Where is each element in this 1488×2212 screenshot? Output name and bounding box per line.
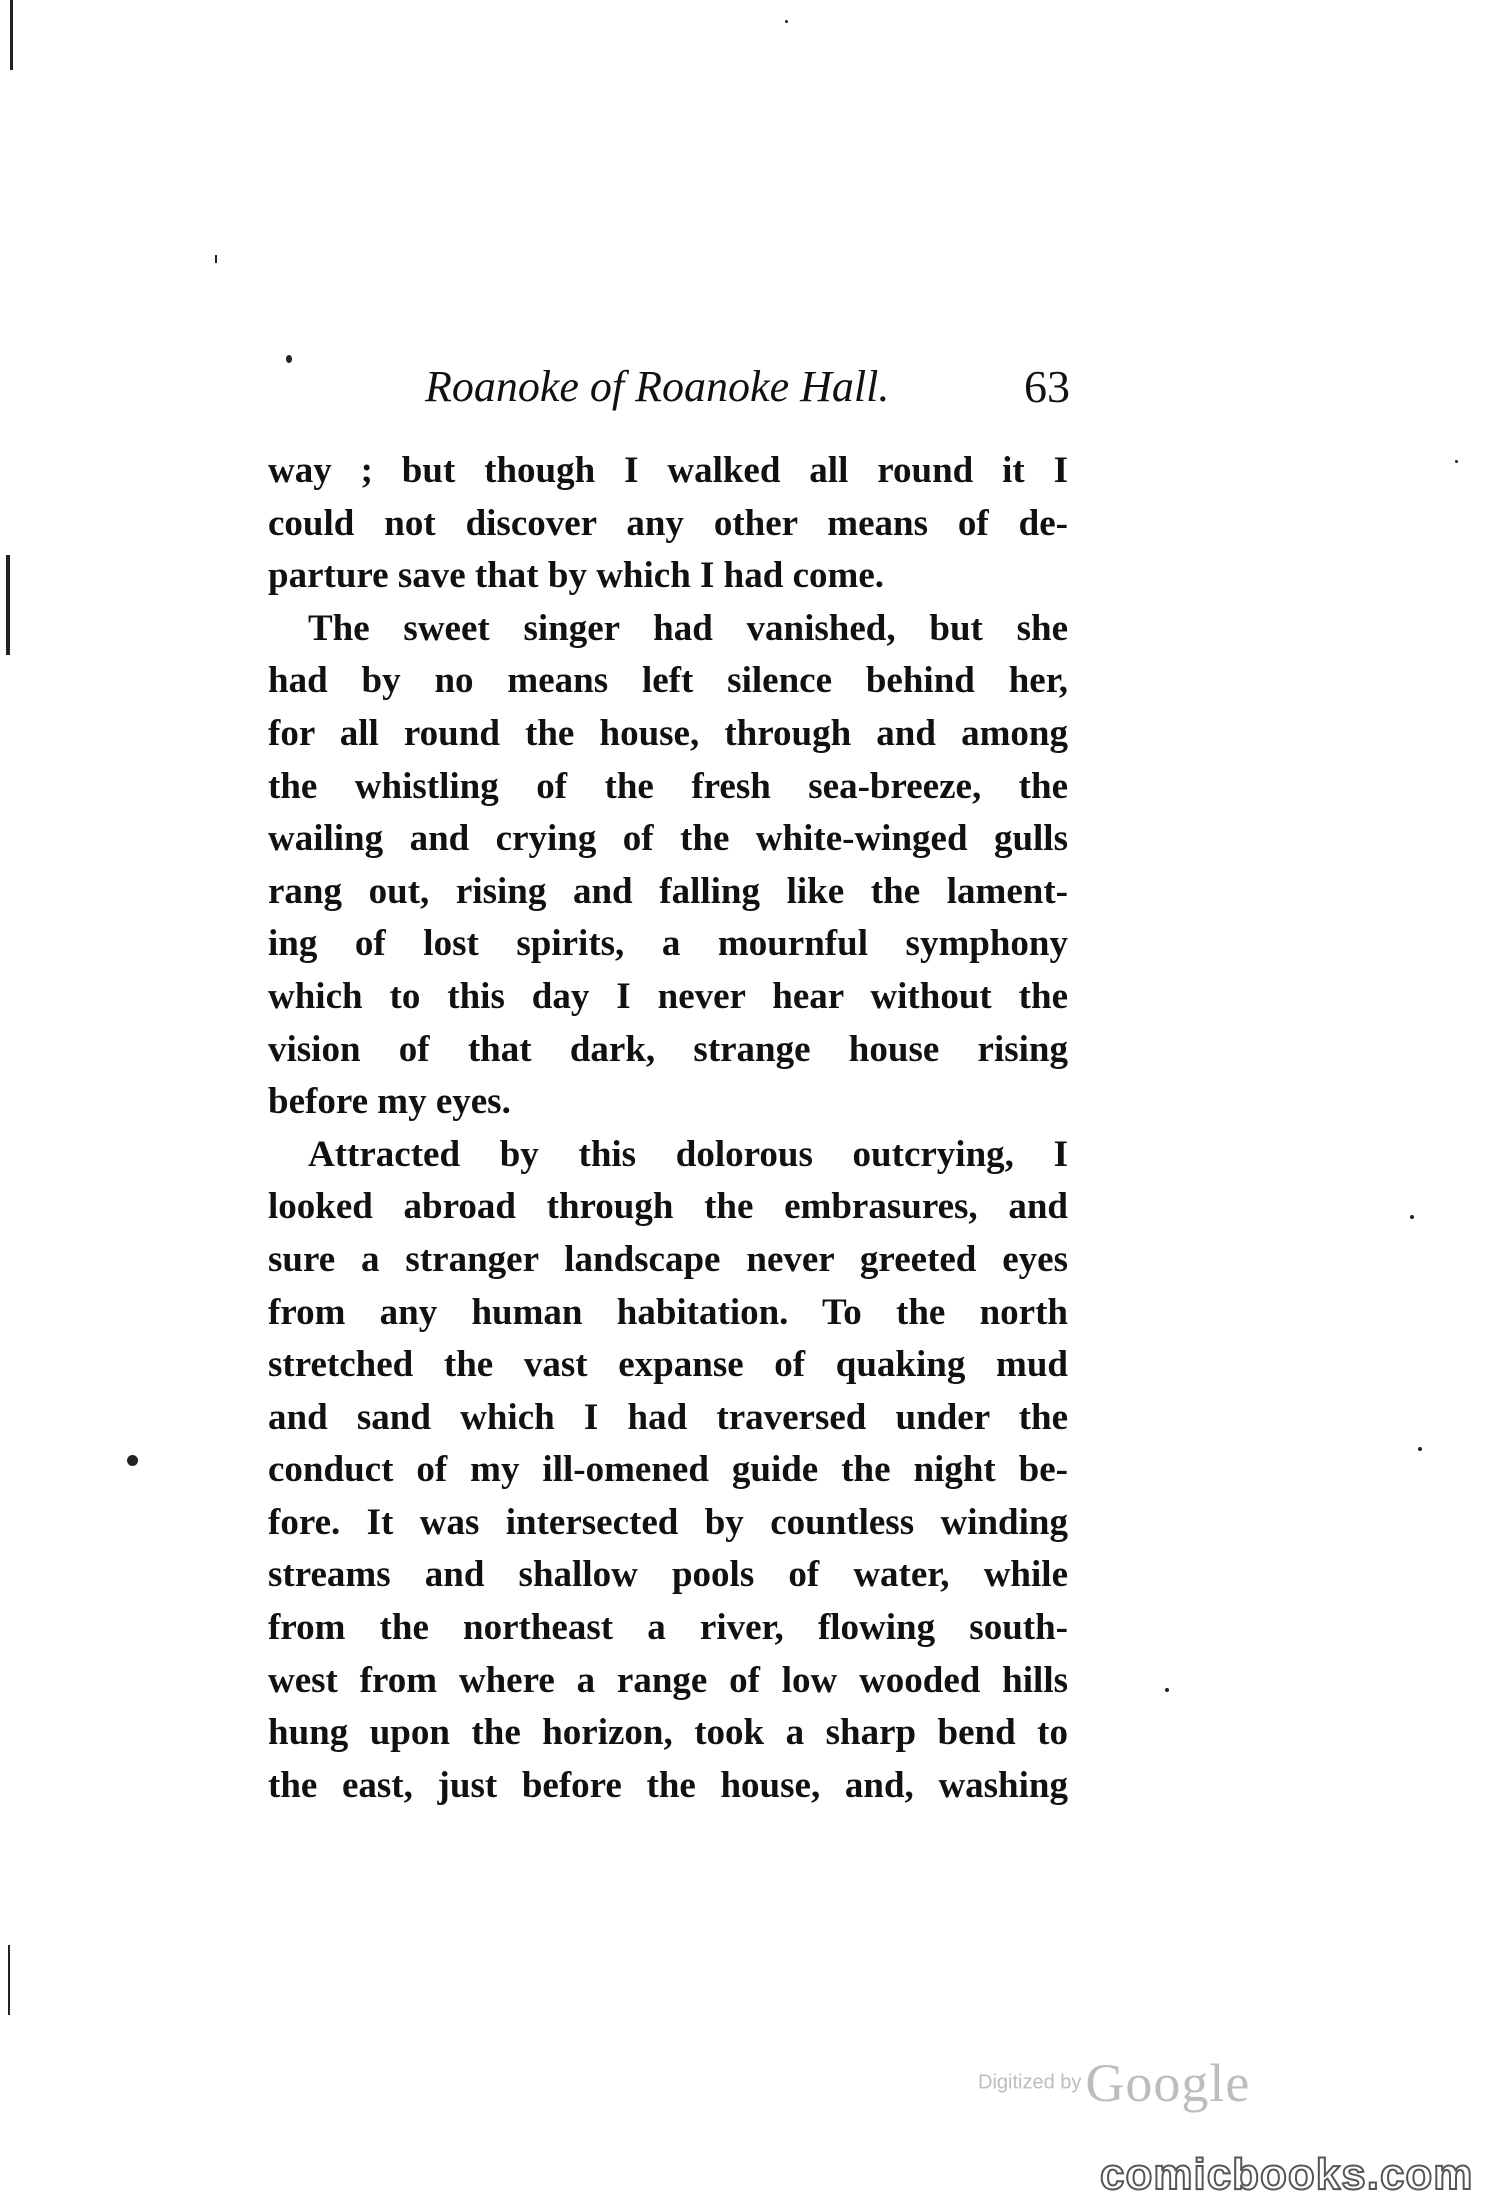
text-line: The sweet singer had vanished, but she [308,607,1068,649]
running-head [420,352,1070,422]
margin-mark-left-top [10,0,13,70]
text-line: vision of that dark, strange house rising [268,1028,1068,1070]
margin-mark-left-mid [6,555,10,655]
text-line: west from where a range of low wooded hills [268,1659,1068,1701]
watermark: comicbooks.com [1100,2150,1474,2199]
text-line: from any human habitation. To the north [268,1291,1068,1333]
margin-mark-left-bottom [8,1945,10,2015]
running-head-title: Roanoke of Roanoke Hall. [425,362,890,411]
speck [1165,1688,1169,1692]
text-line: for all round the house, through and among [268,712,1068,754]
text-line: fore. It was intersected by countless winding [268,1501,1068,1543]
speck [1410,1215,1414,1219]
speck [785,20,788,23]
text-line: looked abroad through the embrasures, and [268,1186,1068,1228]
text-line: way ; but though I walked all round it I [268,450,1068,491]
text-line: and sand which I had traversed under the [268,1396,1068,1438]
text-line: parture save that by which I had come. [268,555,884,597]
text-line: streams and shallow pools of water, while [268,1554,1068,1596]
text-line: Attracted by this dolorous outcrying, I [308,1133,1068,1175]
text-line: sure a stranger landscape never greeted eyes [268,1238,1068,1280]
text-line: stretched the vast expanse of quaking mud [268,1344,1068,1386]
body-text [268,445,1068,1812]
text-line: hung upon the horizon, took a sharp bend to [268,1712,1068,1754]
text-line: wailing and crying of the white-winged gulls [268,818,1068,860]
text-line: could not discover any other means of de- [268,502,1068,544]
text-line: ing of lost spirits, a mournful symphony [268,923,1068,965]
text-line: rang out, rising and falling like the lament- [268,870,1068,912]
text-line: which to this day I never hear without the [268,975,1068,1017]
page-number: 63 [1024,361,1070,412]
digitized-by-google [978,2052,1250,2112]
text-line: the east, just before the house, and, washing [268,1764,1068,1806]
text-line: before my eyes. [268,1081,511,1123]
speck [286,355,292,363]
google-logo: Google [1085,2053,1251,2113]
text-line: conduct of my ill-omened guide the night be- [268,1449,1068,1491]
text-line: the whistling of the fresh sea-breeze, the [268,765,1068,807]
text-line: from the northeast a river, flowing south- [268,1607,1068,1649]
digitized-by-label: Digitized by [978,2071,1082,2094]
speck [1455,460,1458,463]
text-line: had by no means left silence behind her, [268,660,1068,702]
speck [127,1455,138,1466]
speck [1418,1447,1422,1451]
speck [215,255,217,263]
